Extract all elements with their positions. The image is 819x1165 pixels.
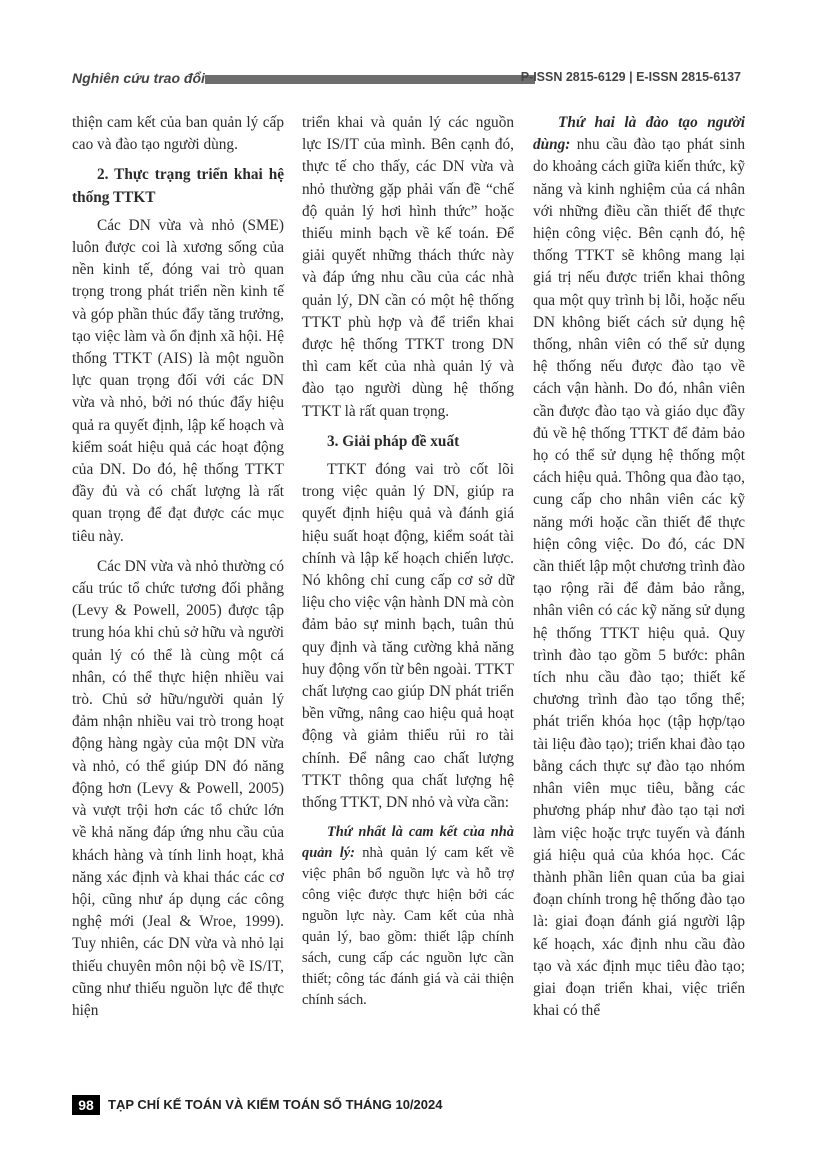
paragraph — [302, 822, 514, 1011]
section-title: Nghiên cứu trao đổi — [72, 70, 205, 86]
paragraph-body: nhà quản lý cam kết về việc phân bổ nguồn lực và hỗ trợ công việc được thực hiện bởi các nguồn lực này. Cam kết của nhà quản lý, bao gồm: thiết lập chính sách, cung cấp các nguồn lực cần thiết; công tác đánh giá và cải thiện chính sách. — [302, 845, 514, 1009]
paragraph: Các DN vừa và nhỏ (SME) luôn được coi là xương sống của nền kinh tế, đóng vai trò quan trọng trong phát triển nền kinh tế và góp phần thúc đẩy tăng trưởng, tạo việc làm và ổn định xã hội. Hệ thống TTKT (AIS) là một nguồn lực quan trọng đối với các DN vừa và nhỏ, bởi nó thúc đẩy hiệu quả ra quyết định, lập kế hoạch và kiểm soát hiệu quả các hoạt động của DN. Do đó, hệ thống TTKT đầy đủ và có chất lượng là rất quan trọng để đạt được các mục tiêu này. — [72, 216, 284, 545]
section-heading: 3. Giải pháp đề xuất — [327, 432, 460, 450]
column-2 — [302, 112, 514, 1019]
lead-in: Thứ hai là đào tạo người dùng: — [533, 114, 745, 154]
page-number: 98 — [72, 1095, 100, 1115]
journal-title: TẠP CHÍ KẾ TOÁN VÀ KIỂM TOÁN SỐ THÁNG 10/2024 — [108, 1097, 443, 1112]
paragraph: Các DN vừa và nhỏ thường có cấu trúc tổ chức tương đối phẳng (Levy & Powell, 2005) được tập trung hóa khi chủ sở hữu và người quản lý có thể là cùng một cá nhân, có thể thực hiện nhiều vai trò. Chủ sở hữu/người quản lý đảm nhận nhiều vai trò trong hoạt động hàng ngày của một DN vừa và nhỏ, có thể giúp DN đó năng động hơn (Levy & Powell, 2005) và vượt trội hơn các tổ chức lớn về khả năng đáp ứng nhu cầu của khách hàng và tính linh hoạt, khả năng xác định và khai thác các cơ hội, cũng như áp dụng các công nghệ mới (Jeal & Wroe, 1999). Tuy nhiên, các DN vừa và nhỏ lại thiếu chuyên môn nội bộ về IS/IT, cũng như thiếu nguồn lực để thực hiện — [72, 557, 284, 1019]
paragraph-body: nhu cầu đào tạo phát sinh do khoảng cách giữa kiến thức, kỹ năng và kinh nghiệm của cá nhân với những điều cần thiết để thực hiện công việc. Bên cạnh đó, hệ thống TTKT sẽ không mang lại giá trị nếu được triển khai thông qua một quy trình bị lỗi, hoặc nếu DN không biết cách sử dụng hệ thống, nhân viên có thể sử dụng hệ thống nếu được đào tạo về cách vận hành. Do đó, nhân viên cần được đào tạo và giáo dục đầy đủ về hệ thống TTKT để đảm bảo họ có thể sử dụng hệ thống một cách hiệu quả. Thông qua đào tạo, cung cấp cho nhân viên các kỹ năng mới hoặc cần thiết để thực hiện công việc. Do đó, các DN cần thiết lập một chương trình đào tạo rộng rãi để đảm bảo rằng, nhân viên có các kỹ năng sử dụng hệ thống TTKT hiệu quả. Quy trình đào tạo gồm 5 bước: phân tích nhu cầu đào tạo; thiết kế chương trình đào tạo tổng thể; phát triển khóa học (tập hợp/tạo tài liệu đào tạo); triển khai đào tạo bằng cách thực sự đào tạo nhóm nhân viên mục tiêu, bằng các phương pháp như đào tạo tại nơi làm việc hoặc trực tuyến và đánh giá hiệu quả của khóa học. Các thành phần liên quan của ba giai đoạn chính trong hệ thống đào tạo là: giai đoạn đánh giá người lập kế hoạch, xác định nhu cầu đào tạo và xác định mục tiêu đào tạo; giai đoạn triển khai, việc triển khai có thể — [533, 136, 745, 1020]
column-1 — [72, 112, 284, 1030]
paragraph: TTKT đóng vai trò cốt lõi trong việc quản lý DN, giúp ra quyết định hiệu quả và đánh giá hiệu suất hoạt động, kiểm soát tài chính và lập kế hoạch chiến lược. Nó không chỉ cung cấp cơ sở dữ liệu cho việc vận hành DN mà còn đảm bảo sự minh bạch, tuân thủ quy định và tăng cường khả năng huy động vốn từ bên ngoài. TTKT chất lượng cao giúp DN phát triển bền vững, nâng cao hiệu quả hoạt động và giảm thiểu rủi ro tài chính. Để nâng cao chất lượng TTKT thông qua chất lượng hệ thống TTKT, DN nhỏ và vừa cần: — [302, 461, 514, 812]
issn-label: P-ISSN 2815-6129 | E-ISSN 2815-6137 — [520, 70, 741, 84]
lead-in: Thứ nhất là cam kết của nhà quản lý: — [302, 824, 514, 862]
header-bar — [205, 75, 535, 84]
paragraph: triển khai và quản lý các nguồn lực IS/IT của mình. Bên cạnh đó, thực tế cho thấy, các DN vừa và nhỏ thường gặp phải vấn đề “chế độ quản lý hơi hình thức” hoặc thiếu minh bạch về kế toán. Để giải quyết những thách thức này và đáp ứng nhu cầu của các nhà quản lý, DN cần có một hệ thống TTKT phù hợp và để triển khai được hệ thống TTKT trong DN thì cam kết của nhà quản lý và đào tạo người dùng hệ thống TTKT là rất quan trọng. — [302, 114, 514, 420]
section-heading: 2. Thực trạng triển khai hệ thống TTKT — [72, 166, 284, 206]
paragraph — [533, 112, 745, 1022]
column-3 — [533, 112, 745, 1030]
paragraph: thiện cam kết của ban quản lý cấp cao và đào tạo người dùng. — [72, 114, 284, 154]
